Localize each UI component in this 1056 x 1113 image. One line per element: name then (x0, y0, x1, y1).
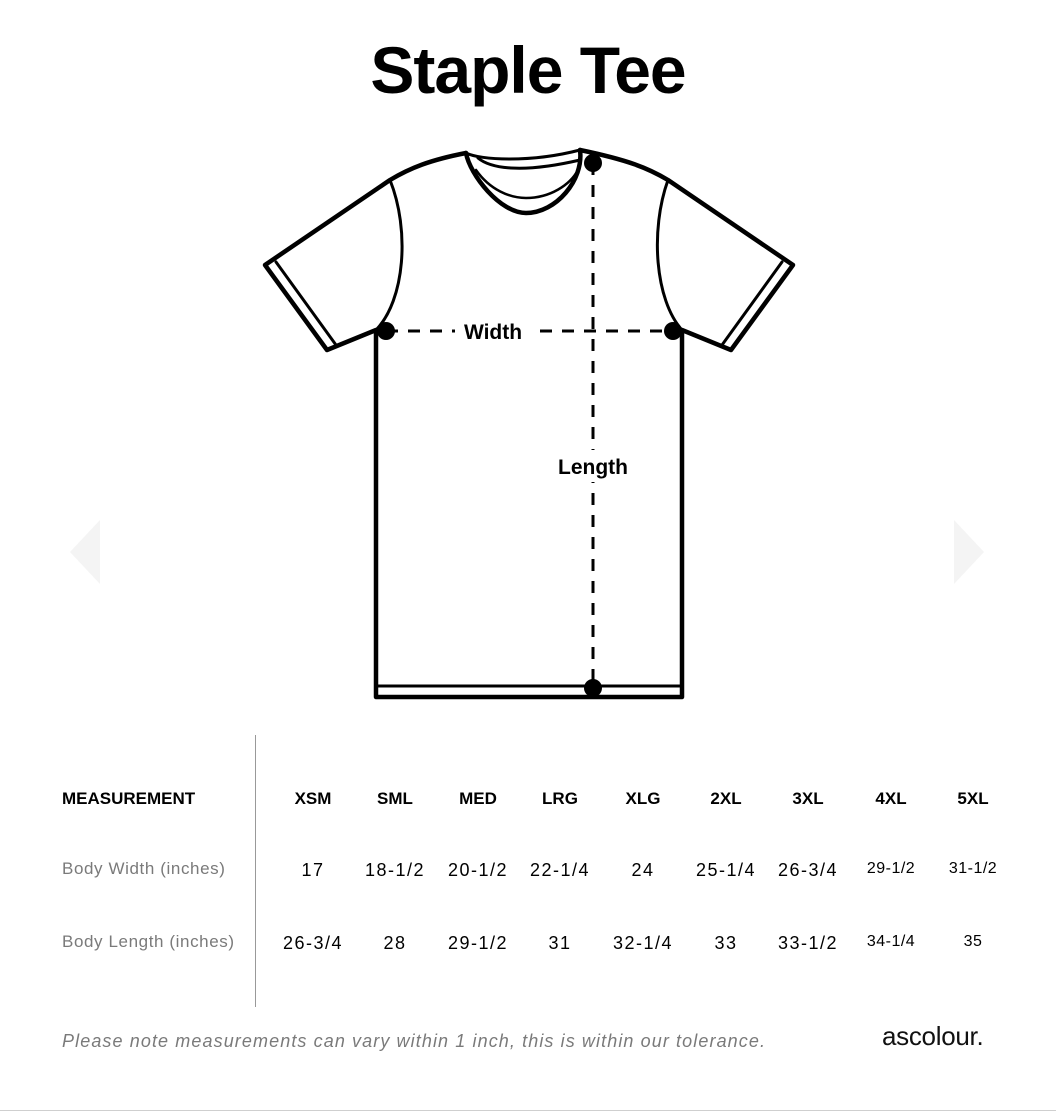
table-cell: 35 (963, 933, 983, 950)
row-label-body-length: Body Length (inches) (62, 932, 235, 951)
page-title: Staple Tee (370, 33, 686, 107)
size-header-xsm: XSM (294, 789, 332, 808)
table-cell: 25-1/4 (695, 860, 757, 880)
chevron-left-icon[interactable] (62, 512, 102, 592)
table-cell: 29-1/2 (866, 860, 916, 877)
length-point-top (584, 154, 602, 172)
width-point-left (377, 322, 395, 340)
table-cell: 28 (383, 933, 407, 953)
table-cell: 31-1/2 (948, 860, 998, 877)
size-header-5xl: 5XL (957, 789, 989, 808)
row-label-body-width: Body Width (inches) (62, 859, 226, 878)
table-cell: 31 (548, 933, 572, 953)
width-label: Width (463, 321, 523, 344)
size-header-xlg: XLG (625, 789, 661, 808)
size-header-3xl: 3XL (792, 789, 824, 808)
chevron-right-icon[interactable] (952, 512, 992, 592)
table-cell: 26-3/4 (282, 933, 344, 953)
table-cell: 26-3/4 (777, 860, 839, 880)
measurement-header: MEASUREMENT (62, 789, 196, 808)
left-sleeve-seam (376, 180, 402, 330)
length-point-bottom (584, 679, 602, 697)
size-header-lrg: LRG (542, 789, 578, 808)
collar-rib (466, 150, 580, 159)
table-cell: 33-1/2 (777, 933, 839, 953)
table-cell: 33 (714, 933, 738, 953)
table-cell: 17 (301, 860, 325, 880)
size-header-med: MED (459, 789, 497, 808)
size-header-2xl: 2XL (710, 789, 742, 808)
table-cell: 22-1/4 (529, 860, 591, 880)
width-point-right (664, 322, 682, 340)
table-cell: 20-1/2 (447, 860, 509, 880)
table-cell: 34-1/4 (866, 933, 916, 950)
tshirt-outline (265, 150, 793, 697)
size-header-4xl: 4XL (875, 789, 907, 808)
right-sleeve-seam (657, 180, 682, 330)
table-cell: 32-1/4 (612, 933, 674, 953)
right-sleeve-cuff (722, 262, 782, 345)
table-cell: 18-1/2 (364, 860, 426, 880)
table-cell: 24 (631, 860, 655, 880)
size-header-sml: SML (377, 789, 413, 808)
tolerance-note: Please note measurements can vary within 1 inch, this is within our tolerance. (62, 1031, 767, 1051)
brand-logo: ascolour. (882, 1021, 984, 1051)
left-sleeve-cuff (276, 262, 336, 345)
length-label: Length (558, 456, 628, 479)
table-cell: 29-1/2 (447, 933, 509, 953)
bottom-divider (0, 1110, 1056, 1111)
table-divider (255, 735, 256, 1007)
